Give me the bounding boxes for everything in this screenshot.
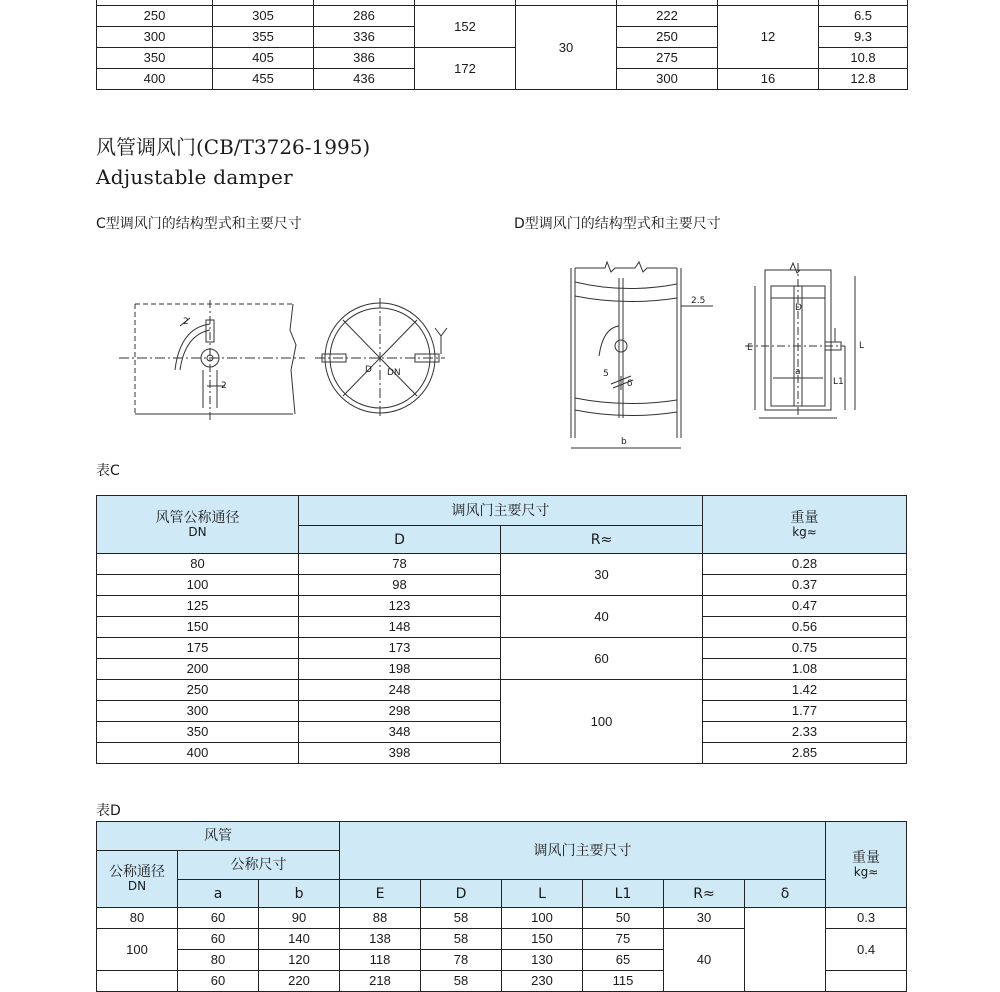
table-cell: 65 xyxy=(583,950,664,971)
dim-label: 2.5 xyxy=(691,296,706,306)
d-type-caption: D型调风门的结构型式和主要尺寸 xyxy=(514,216,721,232)
top-table xyxy=(96,0,908,90)
table-cell: 436 xyxy=(314,69,415,90)
table-cell: 30 xyxy=(501,554,703,596)
table-cell: 2.85 xyxy=(703,743,907,764)
table-cell: 300 xyxy=(97,27,213,48)
table-cell: 148 xyxy=(299,617,501,638)
table-cell: 138 xyxy=(340,929,421,950)
dim-label: L1 xyxy=(833,377,844,387)
table-cell: 10.8 xyxy=(819,48,908,69)
table-cell xyxy=(826,971,907,992)
table-cell: 386 xyxy=(314,48,415,69)
table-cell: 80 xyxy=(178,950,259,971)
table-cell: 78 xyxy=(421,950,502,971)
table-c xyxy=(96,495,907,764)
header-duct: 风管 xyxy=(97,822,340,851)
table-cell: 58 xyxy=(421,971,502,992)
table-cell: 100 xyxy=(97,929,178,971)
header-l1: L1 xyxy=(583,880,664,908)
table-cell: 250 xyxy=(617,27,718,48)
table-cell: 250 xyxy=(97,6,213,27)
table-cell: 60 xyxy=(178,908,259,929)
header-weight-label: 重量 xyxy=(790,509,819,526)
table-cell: 88 xyxy=(340,908,421,929)
header-r: R≈ xyxy=(664,880,745,908)
table-cell: 6.5 xyxy=(819,6,908,27)
table-cell: 150 xyxy=(97,617,299,638)
table-cell: 58 xyxy=(421,908,502,929)
dim-label: a xyxy=(795,367,801,377)
table-cell: 12.8 xyxy=(819,69,908,90)
table-cell: 222 xyxy=(617,6,718,27)
table-cell: 40 xyxy=(664,929,745,992)
table-cell: 175 xyxy=(97,638,299,659)
dim-label: b xyxy=(621,437,627,447)
header-e: E xyxy=(340,880,421,908)
dim-label: E xyxy=(747,343,753,353)
table-cell: 100 xyxy=(501,680,703,764)
table-cell: 115 xyxy=(583,971,664,992)
table-cell: 2.33 xyxy=(703,722,907,743)
table-cell: 80 xyxy=(97,554,299,575)
table-cell: 398 xyxy=(299,743,501,764)
table-cell: 40 xyxy=(501,596,703,638)
table-cell: 172 xyxy=(415,48,516,90)
c-type-caption: C型调风门的结构型式和主要尺寸 xyxy=(96,216,302,232)
table-cell: 0.47 xyxy=(703,596,907,617)
table-cell: 60 xyxy=(178,971,259,992)
table-cell: 150 xyxy=(502,929,583,950)
table-cell: 220 xyxy=(259,971,340,992)
table-d-label: 表D xyxy=(96,803,121,819)
table-cell: 286 xyxy=(314,6,415,27)
section-title-cn: 风管调风门(CB/T3726-1995) xyxy=(96,135,371,159)
table-cell: 98 xyxy=(299,575,501,596)
table-cell: 50 xyxy=(583,908,664,929)
dim-label: D xyxy=(795,303,802,313)
header-weight xyxy=(703,496,907,554)
header-weight xyxy=(826,822,907,908)
table-cell: 123 xyxy=(299,596,501,617)
table-cell: 130 xyxy=(502,950,583,971)
table-cell: 350 xyxy=(97,722,299,743)
table-cell: 0.75 xyxy=(703,638,907,659)
table-cell: 75 xyxy=(583,929,664,950)
table-cell: 200 xyxy=(97,659,299,680)
table-cell: 90 xyxy=(259,908,340,929)
dim-label: δ xyxy=(627,379,633,389)
header-delta: δ xyxy=(745,880,826,908)
header-b: b xyxy=(259,880,340,908)
table-cell: 16 xyxy=(718,69,819,90)
table-cell: 9.3 xyxy=(819,27,908,48)
table-cell: 400 xyxy=(97,743,299,764)
table-cell: 60 xyxy=(501,638,703,680)
header-dn-label: 风管公称通径 xyxy=(155,509,240,526)
table-cell: 250 xyxy=(97,680,299,701)
table-cell: 350 xyxy=(97,48,213,69)
table-cell: 198 xyxy=(299,659,501,680)
header-dn-label: 公称通径 xyxy=(109,864,165,880)
c-type-damper-drawing xyxy=(115,290,460,440)
table-c-label: 表C xyxy=(96,463,120,479)
table-cell: 298 xyxy=(299,701,501,722)
table-cell: 12 xyxy=(718,6,819,69)
table-cell: 455 xyxy=(213,69,314,90)
header-nominal-size: 公称尺寸 xyxy=(178,851,340,880)
header-weight-label: 重量 xyxy=(852,849,881,866)
header-weight-sub: kg≈ xyxy=(853,864,879,879)
table-cell: 300 xyxy=(97,701,299,722)
table-cell: 118 xyxy=(340,950,421,971)
table-cell: 0.28 xyxy=(703,554,907,575)
table-cell: 80 xyxy=(97,908,178,929)
header-main: 调风门主要尺寸 xyxy=(299,496,703,526)
table-cell: 348 xyxy=(299,722,501,743)
table-cell: 1.77 xyxy=(703,701,907,722)
table-cell: 1.42 xyxy=(703,680,907,701)
table-cell: 300 xyxy=(617,69,718,90)
dim-label: D xyxy=(365,365,372,375)
table-cell xyxy=(745,908,826,992)
section-title-en: Adjustable damper xyxy=(96,165,293,189)
table-cell: 305 xyxy=(213,6,314,27)
table-cell: 1.08 xyxy=(703,659,907,680)
table-cell: 140 xyxy=(259,929,340,950)
header-dn-sub: DN xyxy=(188,524,207,539)
table-cell: 60 xyxy=(178,929,259,950)
table-cell: 100 xyxy=(502,908,583,929)
header-main: 调风门主要尺寸 xyxy=(340,822,826,880)
table-cell: 218 xyxy=(340,971,421,992)
table-cell: 120 xyxy=(259,950,340,971)
table-cell: 405 xyxy=(213,48,314,69)
table-cell: 58 xyxy=(421,929,502,950)
table-d xyxy=(96,821,907,992)
table-cell: 248 xyxy=(299,680,501,701)
table-cell: 78 xyxy=(299,554,501,575)
header-d: D xyxy=(299,526,501,554)
dim-label: 5 xyxy=(603,369,609,379)
table-cell: 0.3 xyxy=(826,908,907,929)
header-dn xyxy=(97,496,299,554)
table-cell: 30 xyxy=(516,6,617,90)
header-weight-sub: kg≈ xyxy=(792,524,817,539)
header-dn xyxy=(97,851,178,908)
table-cell: 100 xyxy=(97,575,299,596)
header-d: D xyxy=(421,880,502,908)
header-a: a xyxy=(178,880,259,908)
table-cell: 400 xyxy=(97,69,213,90)
table-cell: 30 xyxy=(664,908,745,929)
table-cell: 173 xyxy=(299,638,501,659)
table-cell: 0.4 xyxy=(826,929,907,971)
table-cell: 336 xyxy=(314,27,415,48)
table-cell: 125 xyxy=(97,596,299,617)
table-cell: 230 xyxy=(502,971,583,992)
header-r: R≈ xyxy=(501,526,703,554)
table-cell: 275 xyxy=(617,48,718,69)
d-type-damper-drawing xyxy=(555,258,885,458)
table-cell: 0.56 xyxy=(703,617,907,638)
header-l: L xyxy=(502,880,583,908)
table-cell: 0.37 xyxy=(703,575,907,596)
table-cell xyxy=(97,971,178,992)
table-cell: 152 xyxy=(415,6,516,48)
dim-label: 2 xyxy=(183,317,189,327)
dim-label: DN xyxy=(387,368,401,378)
table-cell: 355 xyxy=(213,27,314,48)
header-dn-sub: DN xyxy=(127,879,147,893)
dim-label: L xyxy=(859,341,865,351)
dim-label: 2 xyxy=(221,381,227,391)
